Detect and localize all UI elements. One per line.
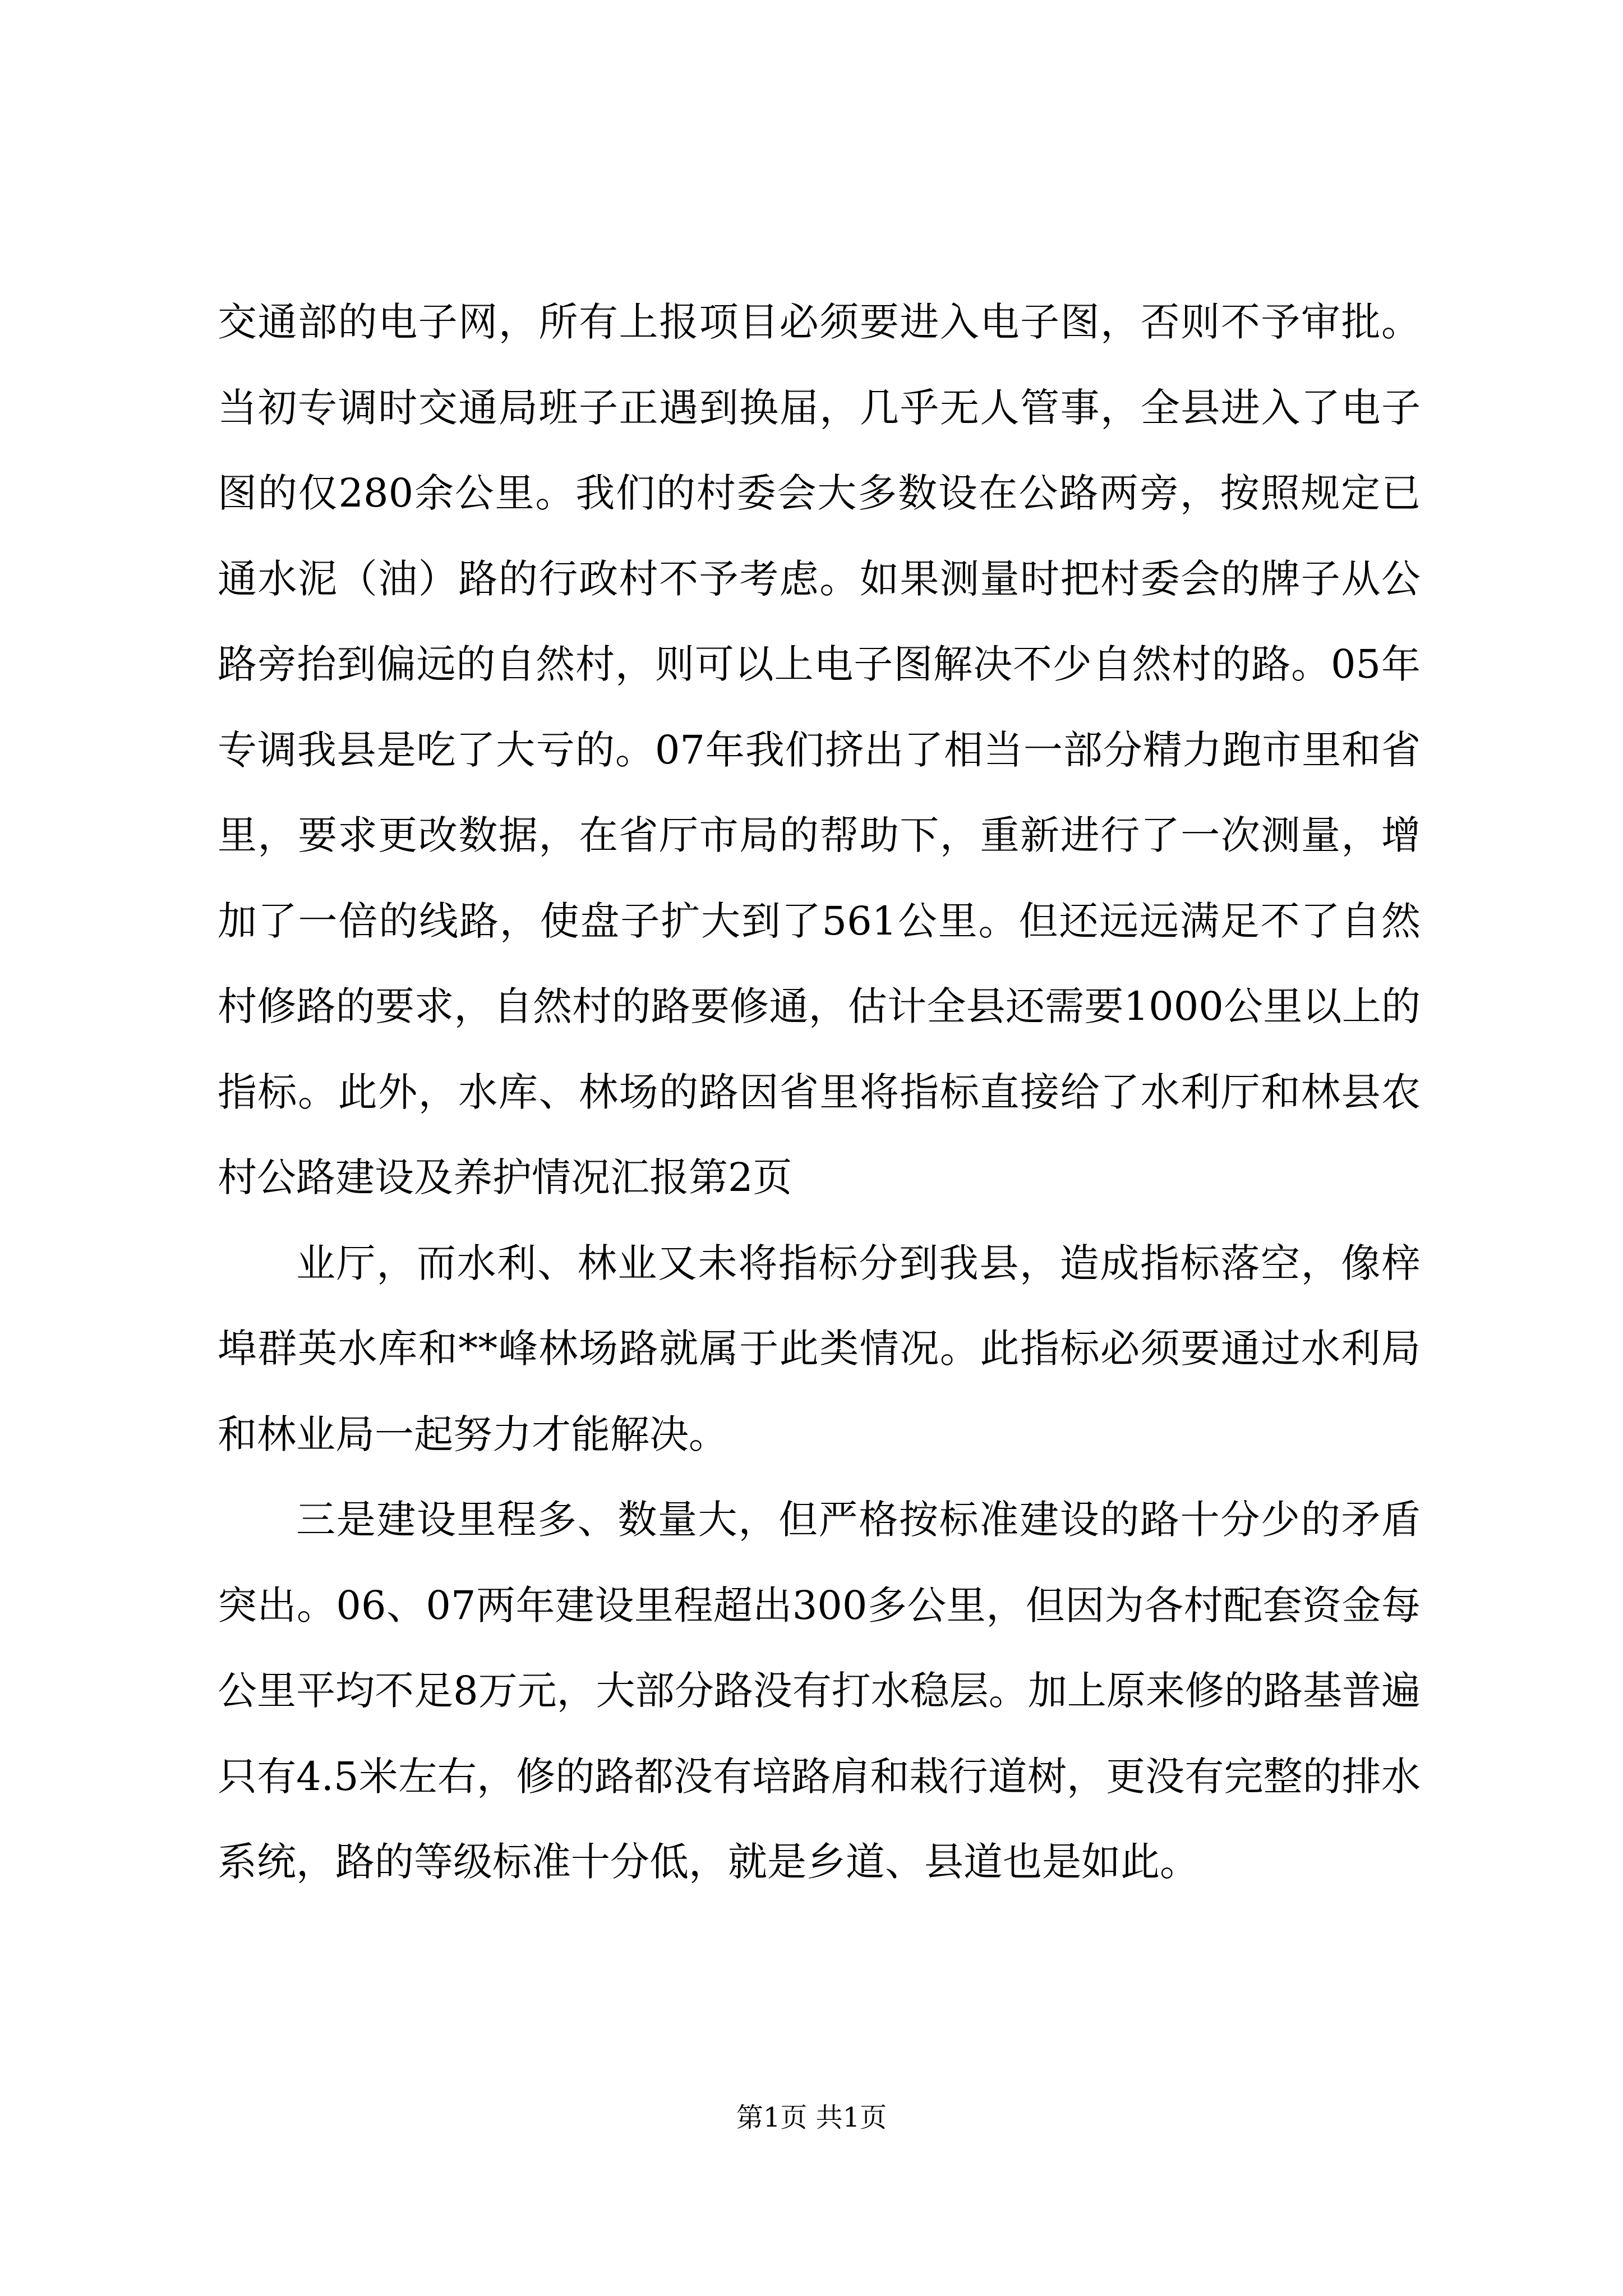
page-footer: 第1页 共1页 [736, 2102, 887, 2133]
paragraph-1: 交通部的电子网，所有上报项目必须要进入电子图，否则不予审批。当初专调时交通局班子正遇到换届，几乎无人管事，全县进入了电子图的仅280余公里。我们的村委会大多数设在公路两旁，按照规定已通水泥（油）路的行政村不予考虑。如果测量时把村委会的牌子从公路旁抬到偏远的自然村，则可以上电子图解决不少自然村的路。05年专调我县是吃了大亏的。07年我们挤出了相当一部分精力跑市里和省里，要求更改数据，在省厅市局的帮助下，重新进行了一次测量，增加了一倍的线路，使盘子扩大到了561公里。但还远远满足不了自然村修路的要求，自然村的路要修通，估计全县还需要1000公里以上的指标。此外，水库、林场的路因省里将指标直接给了水利厅和林县农村公路建设及养护情况汇报第2页 [218, 299, 1421, 1200]
paragraph-2: 业厅，而水利、林业又未将指标分到我县，造成指标落空，像梓埠群英水库和**峰林场路就属于此类情况。此指标必须要通过水利局和林业局一起努力才能解决。 [218, 1240, 1421, 1457]
paragraph-3: 三是建设里程多、数量大，但严格按标准建设的路十分少的矛盾突出。06、07两年建设里程超出300多公里，但因为各村配套资金每公里平均不足8万元，大部分路没有打水稳层。加上原来修的路基普遍只有4.5米左右，修的路都没有培路肩和栽行道树，更没有完整的排水系统，路的等级标准十分低，就是乡道、县道也是如此。 [218, 1497, 1421, 1885]
document-body [218, 279, 1421, 1905]
